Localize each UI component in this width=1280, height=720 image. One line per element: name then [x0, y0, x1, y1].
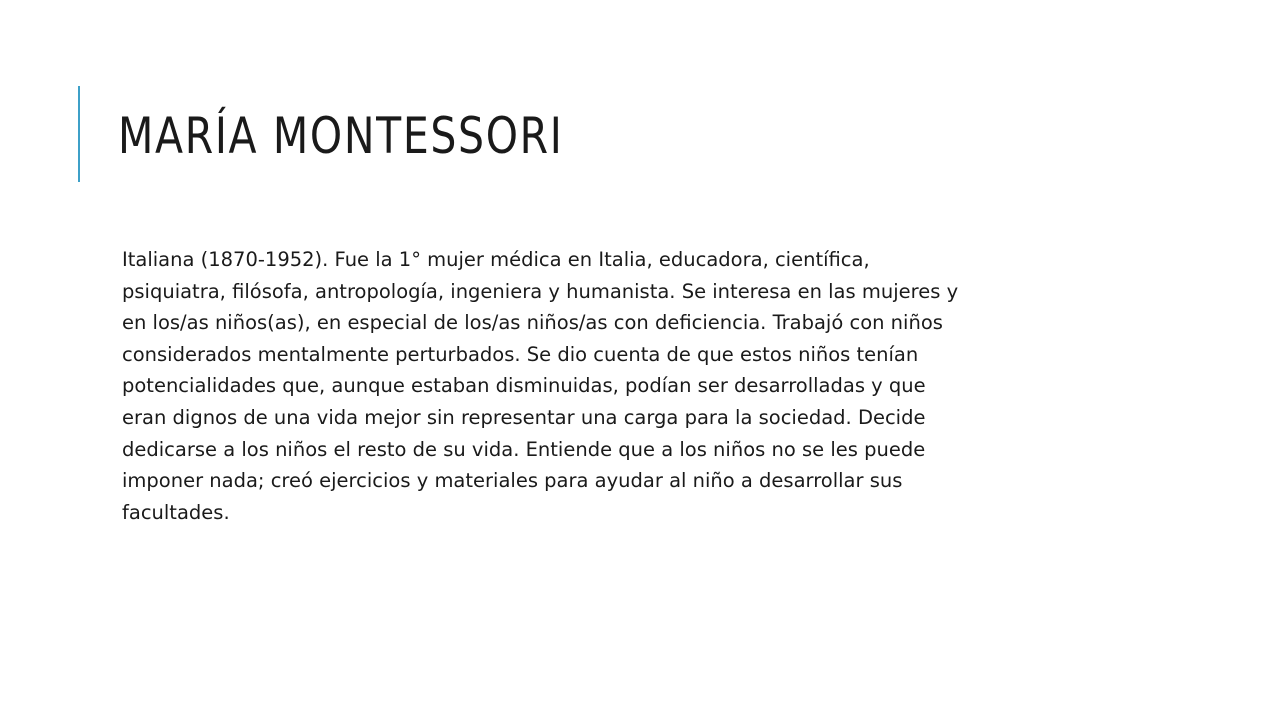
body-line: Italiana (1870-1952). Fue la 1° mujer médica en Italia, educadora, científica,: [122, 248, 870, 271]
body-line: considerados mentalmente perturbados. Se dio cuenta de que estos niños tenían: [122, 342, 919, 366]
body-line: imponer nada; creó ejercicios y materiales para ayudar al niño a desarrollar sus: [122, 469, 903, 493]
slide-title: MARÍA MONTESSORI: [118, 107, 564, 165]
title-accent-line: [78, 86, 80, 182]
slide-body: [122, 244, 1162, 528]
body-line: en los/as niños(as), en especial de los/as niños/as con deficiencia. Trabajó con niños: [122, 311, 943, 335]
body-line: eran dignos de una vida mejor sin representar una carga para la sociedad. Decide: [122, 405, 926, 429]
body-line: psiquiatra, filósofa, antropología, ingeniera y humanista. Se interesa en las mujeres y: [122, 279, 959, 303]
body-line: potencialidades que, aunque estaban disminuidas, podían ser desarrolladas y que: [122, 374, 926, 398]
body-line: facultades.: [122, 500, 230, 524]
body-line: dedicarse a los niños el resto de su vida. Entiende que a los niños no se les puede: [122, 437, 926, 461]
